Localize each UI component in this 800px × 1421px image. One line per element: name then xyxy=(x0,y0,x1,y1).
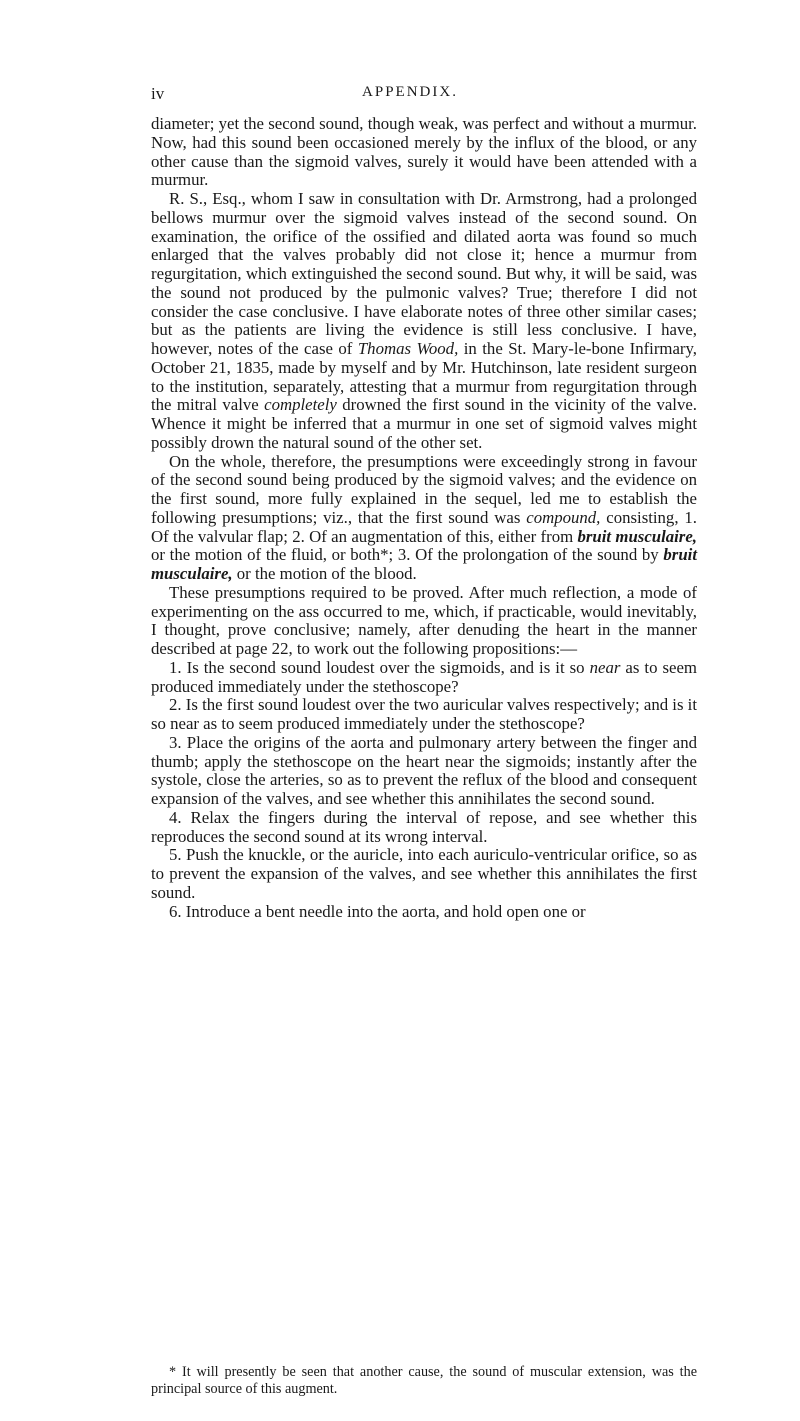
page-number: iv xyxy=(151,84,165,103)
text-run: R. S., Esq., whom I saw in consultation with Dr. Armstrong, had a prolonged bellows murmur over the sigmoid valves instead of the second sound. On examination, the orifice of the ossified and dilated aorta was found so much enlarged that the valves probably did not close it; hence a murmur from regurgitation, which extinguished the second sound. But why, it will be said, was the sound not produced by the pulmonic valves? True; therefore I did not consider the case conclusive. I have elaborate notes of three other similar cases; but as the patients are living the evidence is still less conclusive. I have, however, notes of the case of xyxy=(151,189,697,358)
text-run: 4. Relax the fingers during the interval of repose, and see whether this reproduces the second sound at its wrong interval. xyxy=(151,807,697,846)
page-header xyxy=(0,84,800,108)
paragraph xyxy=(151,734,697,809)
emphasis-text: near xyxy=(589,657,621,677)
paragraph xyxy=(151,696,697,734)
text-run: 1. Is the second sound loudest over the sigmoids, and is it so xyxy=(169,657,590,677)
paragraph xyxy=(151,584,697,659)
text-run: in the St. Mary-le-bone Infirmary, October 21, 1835, made by myself and by Mr. Hutchinson, late resident surgeon to the institution, separately, attesting that a murmur from regurgitation through the mitral valve xyxy=(151,339,698,415)
footnote-text: * It will presently be seen that another cause, the sound of muscular extension, was the principal source of this augment. xyxy=(151,1364,697,1397)
emphasis-text: completely xyxy=(264,395,337,415)
text-run: 6. Introduce a bent needle into the aorta, and hold open one or xyxy=(169,901,586,921)
paragraph xyxy=(151,809,697,847)
text-run: as to seem produced immediately under the stethoscope? xyxy=(151,657,697,696)
text-run: diameter; yet the second sound, though weak, was perfect and without a murmur. Now, had this sound been occasioned merely by the influx of the blood, or any other cause than the sigmoid valves, surely it would have been attended with a murmur. xyxy=(151,114,697,190)
footnote xyxy=(151,1364,697,1398)
text-run: or the motion of the fluid, or both*; 3. Of the prolongation of the sound by xyxy=(151,545,664,565)
text-run: On the whole, therefore, the presumptions were exceedingly strong in favour of the second sound being produced by the sigmoid valves; and the evidence on the first sound, more fully explained in the sequel, led me to establish the following presumptions; viz., that the first sound was xyxy=(151,451,697,527)
text-run: drowned the first sound in the vicinity of the valve. Whence it might be inferred that a murmur in one set of sigmoid valves might possibly drown the natural sound of the other set. xyxy=(151,395,697,452)
emphasis-text: Thomas Wood, xyxy=(357,339,459,358)
text-run: 5. Push the knuckle, or the auricle, into each auriculo-ventricular orifice, so as to prevent the expansion of the valves, and see whether this annihilates the first sound. xyxy=(151,845,697,902)
text-run: 2. Is the first sound loudest over the two auricular valves respectively; and is it so near as to seem produced immediately under the stethoscope? xyxy=(151,695,698,733)
paragraph xyxy=(151,846,697,902)
running-head: APPENDIX. xyxy=(362,84,458,100)
body-text xyxy=(151,115,697,921)
paragraph xyxy=(151,115,697,190)
paragraph xyxy=(151,453,697,584)
emphasis-text: bruit musculaire, xyxy=(151,545,697,583)
text-run: 3. Place the origins of the aorta and pulmonary artery between the finger and thumb; apply the stethoscope on the heart near the sigmoids; instantly after the systole, close the arteries, so as to prevent the reflux of the blood and consequent expansion of the valves, and see whether this annihilates the second sound. xyxy=(151,732,697,808)
emphasis-text: compound, xyxy=(526,507,601,527)
text-run: or the motion of the blood. xyxy=(232,564,417,583)
paragraph xyxy=(151,903,697,922)
paragraph xyxy=(151,659,697,697)
emphasis-text: bruit musculaire, xyxy=(577,526,697,546)
paragraph xyxy=(151,190,697,453)
text-run: These presumptions required to be proved. After much reflection, a mode of experimenting on the ass occurred to me, which, if practicable, would inevitably, I thought, prove conclusive; namely, after denuding the heart in the manner described at page 22, to work out the following propositions:— xyxy=(151,582,697,658)
text-run: consisting, 1. Of the valvular flap; 2. Of an augmentation of this, either from xyxy=(151,507,697,546)
